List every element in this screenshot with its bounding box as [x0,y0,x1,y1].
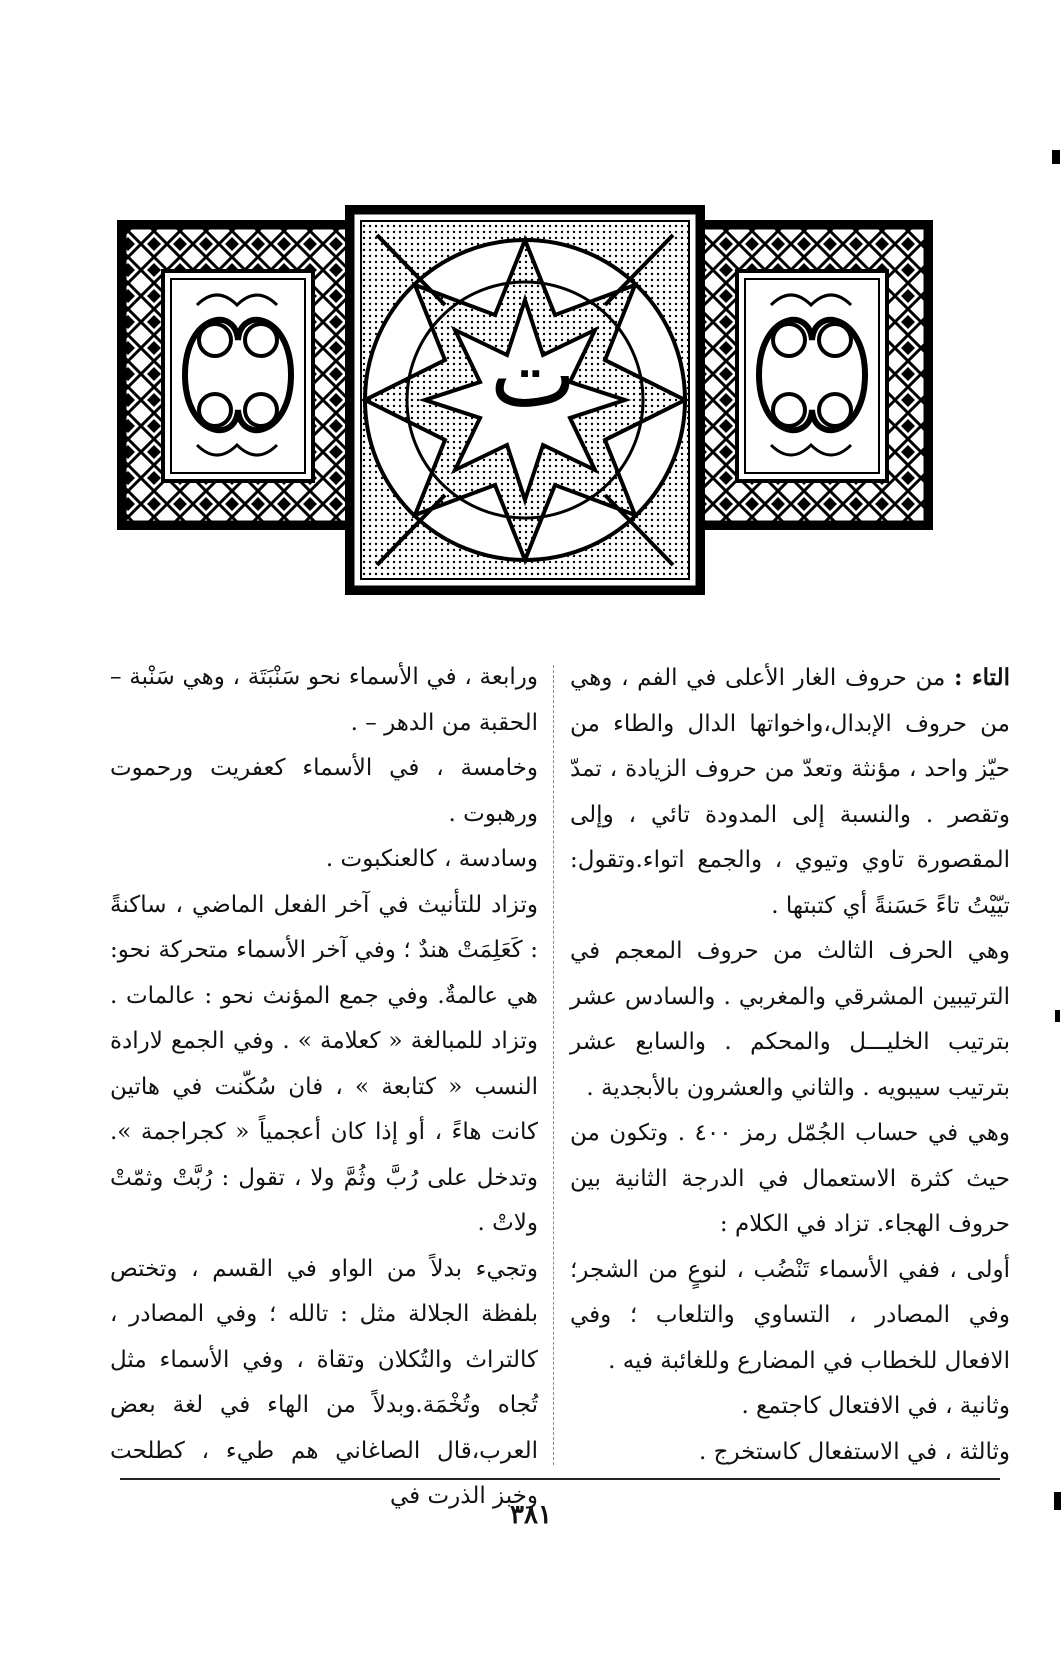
right-text-column [570,655,1010,1475]
paragraph: ورابعة ، في الأسماء نحو سَنْبَتَة ، وهي سَنْبة – الحقبة من الدهر – . [110,664,538,736]
footer-rule [120,1478,1000,1480]
paragraph: وخامسة ، في الأسماء كعفريت ورحموت ورهبوت . [110,755,538,827]
paragraph: أولى ، ففي الأسماء تَنْضُب ، لنوعٍ من الشجر؛ وفي المصادر ، التساوي والتلعاب ؛ وفي الافعال للخطاب في المضارع وللغائبة فيه . [570,1256,1010,1374]
paragraph: وثالثة ، في الاستفعال كاستخرج . [699,1438,1010,1465]
paragraph: وسادسة ، كالعنكبوت . [325,846,538,872]
scan-mark [1055,1010,1060,1022]
scan-mark [1054,1492,1061,1510]
paragraph-text: من حروف الغار الأعلى في الفم ، وهي من حروف الإبدال،واخواتها الدال والطاء من حيّز واحد ، مؤنثة وتعدّ من حروف الزيادة ، تمدّ وتقصر . والنسبة إلى المدودة تائي ، وإلى المقصورة تاوي وتيوي ، والجمع اتواء.وتقول: تيّيْتُ تاءً حَسَنةً أي كتبتها . [570,665,1010,919]
paragraph: وهي الحرف الثالث من حروف المعجم في الترتيبين المشرقي والمغربي . والسادس عشر بترتيب الخليـــل والمحكم . والسابع عشر بترتيب سيبويه . والثاني والعشرون بالأبجدية . [570,938,1010,1101]
column-divider [553,665,554,1465]
paragraph: وهي في حساب الجُمّل رمز ٤٠٠ . وتكون من حيث كثرة الاستعمال في الدرجة الثانية بين حروف الهجاء. تزاد في الكلام : [570,1120,1010,1237]
right-ornament-panel [693,220,933,530]
entry-paragraph [570,655,1010,929]
scan-mark [1052,150,1060,164]
entry-term: التاء : [953,664,1010,691]
left-ornament-panel [117,220,357,530]
paragraph: وثانية ، في الافتعال كاجتمع . [741,1393,1010,1419]
paragraph: وتجيء بدلاً من الواو في القسم ، وتختص بلفظة الجلالة مثل : تالله ؛ وفي المصادر ، كالتراث والتُكلان وتقاة ، وفي الأسماء مثل تُجاه وتُخْمَة.وبدلاً من الهاء في لغة بعض العرب،قال الصاغاني هم طيء ، كطلحت وخبز الذرت في [110,1255,538,1509]
paragraph: وتزاد للتأنيث في آخر الفعل الماضي ، ساكنةً : كَعَلِمَتْ هندٌ ؛ وفي آخر الأسماء متحركة نحو: هي عالمةٌ. وفي جمع المؤنث نحو : عالمات . وتزاد للمبالغة « كعلامة » . وفي الجمع لارادة النسب « كتابعة » ، فان سُكّنت في هاتين كانت هاءً ، أو إذا كان أعجمياً « كجراجمة ». وتدخل على رُبَّ وثُمَّ ولا ، تقول : رُبَّتْ وثمّتْ ولاتْ . [110,891,538,1236]
page-number: ٣٨١ [510,1500,552,1530]
chapter-letter: ت [489,321,577,428]
left-text-column [110,655,538,1520]
